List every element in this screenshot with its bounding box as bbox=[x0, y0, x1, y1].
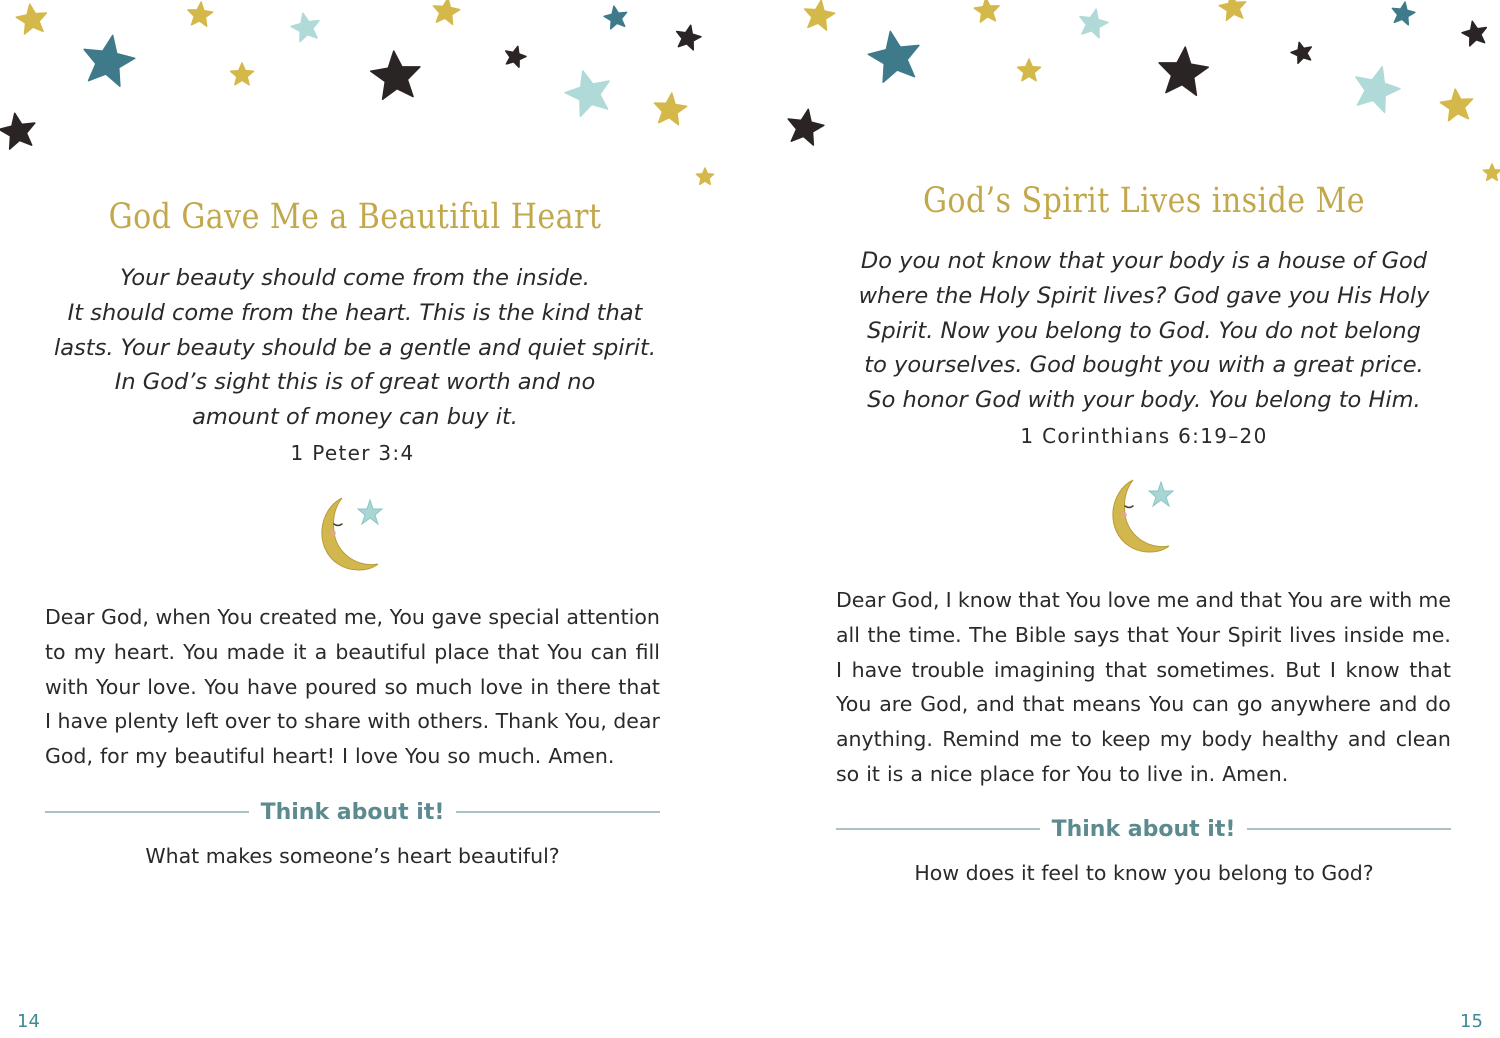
prayer-word: I bbox=[945, 588, 952, 612]
prayer-word: You bbox=[404, 744, 441, 769]
reflection-question: How does it feel to know you belong to God? bbox=[914, 861, 1374, 885]
prayer-line bbox=[45, 600, 660, 635]
prayer-word: others. bbox=[417, 709, 490, 734]
verse-line: Your beauty should come from the inside. bbox=[120, 265, 590, 291]
prayer-word: so bbox=[447, 744, 471, 769]
divider-line bbox=[1247, 828, 1451, 830]
prayer-word: You bbox=[547, 639, 583, 664]
prayer-word: and bbox=[1195, 588, 1234, 612]
prayer-word: Remind bbox=[942, 727, 1020, 752]
prayer-word: poured bbox=[304, 674, 377, 699]
prayer-word: Amen. bbox=[548, 744, 615, 769]
divider-line bbox=[456, 811, 660, 813]
prayer-word: Amen. bbox=[1222, 761, 1289, 786]
prayer-line bbox=[45, 739, 660, 774]
prayer-word: over bbox=[224, 709, 271, 734]
prayer-word: anywhere bbox=[1270, 692, 1371, 717]
prayer-word: lives bbox=[1289, 622, 1336, 647]
prayer-word: much bbox=[415, 674, 473, 699]
prayer-line bbox=[836, 583, 1451, 618]
prayer-word: my bbox=[73, 639, 106, 664]
prayer-word: and bbox=[1378, 692, 1418, 717]
prayer-word: me bbox=[1418, 588, 1451, 612]
prayer-word: that bbox=[497, 639, 540, 664]
prayer-word: that bbox=[1105, 657, 1147, 682]
prayer-word: me, bbox=[343, 605, 384, 629]
prayer-word: God, bbox=[920, 692, 969, 717]
divider-line bbox=[45, 811, 249, 813]
prayer-word: dear bbox=[613, 709, 660, 734]
prayer-word: much. bbox=[477, 744, 542, 769]
prayer-word: I bbox=[1329, 657, 1336, 682]
prayer-word: means bbox=[1072, 692, 1141, 717]
prayer-word: inside bbox=[1343, 622, 1405, 647]
prayer-word: clean bbox=[1395, 727, 1451, 752]
prayer-word: imagining bbox=[993, 657, 1096, 682]
prayer-word: You bbox=[1076, 761, 1113, 786]
prayer-word: have bbox=[247, 674, 298, 699]
think-about-it-heading bbox=[45, 797, 660, 827]
prayer-word: my bbox=[135, 744, 168, 769]
prayer-word: Your bbox=[1176, 622, 1221, 647]
reflection-question: What makes someone’s heart beautiful? bbox=[145, 844, 560, 868]
prayer-line bbox=[45, 670, 660, 705]
prayer-line bbox=[836, 618, 1451, 653]
prayer-word: that bbox=[1409, 657, 1451, 682]
prayer-word: all bbox=[836, 622, 860, 647]
prayer-word: love bbox=[479, 674, 523, 699]
prayer-word: live bbox=[1146, 761, 1183, 786]
prayer-word: it bbox=[292, 639, 307, 664]
prayer-word: God, bbox=[891, 588, 940, 612]
prayer-word: Your bbox=[95, 674, 140, 699]
prayer-word: to bbox=[1071, 727, 1092, 752]
prayer-word: the bbox=[867, 622, 902, 647]
prayer-word: know bbox=[1345, 657, 1400, 682]
prayer-line bbox=[45, 635, 660, 670]
prayer-word: You bbox=[1066, 588, 1102, 612]
prayer-word: healthy bbox=[1261, 727, 1339, 752]
prayer-line bbox=[836, 653, 1451, 688]
prayer-word: can bbox=[1192, 692, 1229, 717]
verse-line: It should come from the heart. This is the kind that bbox=[67, 299, 643, 326]
prayer-word: heart. bbox=[113, 639, 176, 664]
prayer-word: and bbox=[1347, 727, 1387, 752]
prayer-word: me bbox=[1029, 727, 1062, 752]
page-number: 14 bbox=[17, 1011, 40, 1032]
prayer-word: have bbox=[57, 709, 108, 734]
prayer-word: know bbox=[957, 588, 1013, 612]
prayer-word: made bbox=[226, 639, 285, 664]
prayer-word: that bbox=[618, 674, 660, 699]
prayer-word: for bbox=[1041, 761, 1070, 786]
prayer-word: can bbox=[590, 639, 628, 664]
prayer-word: plenty bbox=[114, 709, 179, 734]
prayer-word: a bbox=[910, 761, 923, 786]
prayer-word: fill bbox=[635, 639, 660, 664]
verse-line: So honor God with your body. You belong to Him. bbox=[867, 387, 1421, 414]
prayer-word: to bbox=[1119, 761, 1140, 786]
prayer-word: with bbox=[1368, 588, 1413, 612]
verse-line: where the Holy Spirit lives? God gave you His Holy bbox=[858, 282, 1430, 309]
prayer-word: Spirit bbox=[1227, 622, 1282, 647]
think-about-it-label: Think about it! bbox=[1051, 816, 1236, 842]
prayer-line bbox=[45, 704, 660, 739]
prayer-word: a bbox=[314, 639, 328, 664]
prayer-word: Bible bbox=[1014, 622, 1066, 647]
prayer-word: so bbox=[836, 761, 860, 786]
prayer-word: do bbox=[1425, 692, 1451, 717]
verse-line: to yourselves. God bought you with a great price. bbox=[864, 352, 1424, 379]
prayer-word: Thank bbox=[495, 709, 559, 734]
prayer-line bbox=[836, 687, 1451, 722]
prayer-word: that bbox=[1240, 588, 1282, 612]
prayer-word: time. bbox=[908, 622, 962, 647]
prayer-word: me bbox=[1156, 588, 1190, 612]
prayer-word: share bbox=[304, 709, 361, 734]
prayer-word: place bbox=[979, 761, 1035, 786]
prayer-word: created bbox=[259, 605, 338, 629]
prayer-word: love bbox=[1107, 588, 1151, 612]
prayer-word: there bbox=[556, 674, 611, 699]
prayer-word: that bbox=[1022, 692, 1065, 717]
verse-line: Spirit. Now you belong to God. You do not belong bbox=[867, 317, 1421, 344]
prayer-text bbox=[45, 600, 660, 774]
page-title: God Gave Me a Beautiful Heart bbox=[108, 197, 602, 237]
prayer-line bbox=[836, 757, 1451, 792]
prayer-word: nice bbox=[929, 761, 973, 786]
prayer-word: You bbox=[836, 692, 872, 717]
prayer-word: body bbox=[1201, 727, 1253, 752]
prayer-word: go bbox=[1236, 692, 1263, 717]
prayer-word: special bbox=[488, 605, 560, 629]
prayer-line bbox=[836, 722, 1451, 757]
prayer-word: You bbox=[204, 674, 240, 699]
prayer-word: says bbox=[1073, 622, 1120, 647]
prayer-word: have bbox=[851, 657, 902, 682]
prayer-word: with bbox=[367, 709, 411, 734]
prayer-word: when bbox=[155, 605, 211, 629]
verse-line: lasts. Your beauty should be a gentle and quiet spirit. bbox=[54, 334, 656, 361]
prayer-word: attention bbox=[566, 605, 660, 629]
prayer-word: it bbox=[866, 761, 880, 786]
prayer-word: for bbox=[99, 744, 129, 769]
prayer-word: You bbox=[183, 639, 219, 664]
prayer-word: sometimes. bbox=[1156, 657, 1276, 682]
prayer-word: beautiful bbox=[335, 639, 427, 664]
prayer-word: gave bbox=[431, 605, 482, 629]
prayer-word: Dear bbox=[836, 588, 886, 612]
prayer-word: keep bbox=[1101, 727, 1151, 752]
crescent-moon-icon bbox=[1103, 476, 1183, 558]
prayer-word: You bbox=[1287, 588, 1324, 612]
prayer-word: so bbox=[384, 674, 408, 699]
prayer-word: with bbox=[45, 674, 89, 699]
prayer-word: beautiful bbox=[174, 744, 266, 769]
prayer-word: You bbox=[389, 605, 425, 629]
prayer-word: You, bbox=[564, 709, 607, 734]
prayer-word: But bbox=[1285, 657, 1321, 682]
scripture-reference: 1 Peter 3:4 bbox=[290, 441, 415, 465]
prayer-word: to bbox=[277, 709, 298, 734]
prayer-word: me. bbox=[1411, 622, 1451, 647]
verse-line: amount of money can buy it. bbox=[192, 404, 518, 431]
prayer-word: God, bbox=[100, 605, 149, 629]
crescent-moon-icon bbox=[312, 494, 392, 576]
prayer-word: to bbox=[45, 639, 66, 664]
prayer-word: place bbox=[434, 639, 490, 664]
prayer-word: my bbox=[1159, 727, 1193, 752]
prayer-word: I bbox=[45, 709, 52, 734]
page-title: God’s Spirit Lives inside Me bbox=[922, 181, 1366, 221]
prayer-word: You bbox=[1148, 692, 1185, 717]
prayer-word: I bbox=[836, 657, 843, 682]
prayer-word: I bbox=[341, 744, 348, 769]
prayer-word: heart! bbox=[272, 744, 335, 769]
scripture-verse bbox=[750, 244, 1500, 418]
prayer-word: The bbox=[969, 622, 1008, 647]
scripture-reference: 1 Corinthians 6:19–20 bbox=[1020, 424, 1268, 448]
prayer-word: Dear bbox=[45, 605, 95, 629]
prayer-word: and bbox=[976, 692, 1015, 717]
prayer-word: trouble bbox=[911, 657, 985, 682]
prayer-word: is bbox=[886, 761, 904, 786]
prayer-word: in bbox=[530, 674, 550, 699]
prayer-word: are bbox=[1329, 588, 1363, 612]
prayer-word: that bbox=[1018, 588, 1060, 612]
prayer-word: God, bbox=[45, 744, 93, 769]
divider-line bbox=[836, 828, 1040, 830]
prayer-word: that bbox=[1127, 622, 1169, 647]
verse-line: Do you not know that your body is a house of God bbox=[860, 248, 1428, 274]
think-about-it-heading bbox=[836, 814, 1451, 844]
verse-line: In God’s sight this is of great worth and no bbox=[114, 369, 596, 396]
page-number: 15 bbox=[1460, 1011, 1483, 1032]
prayer-text bbox=[836, 583, 1451, 792]
scripture-verse bbox=[0, 261, 710, 435]
prayer-word: left bbox=[185, 709, 219, 734]
prayer-word: You bbox=[217, 605, 253, 629]
right-page bbox=[750, 0, 1500, 1038]
think-about-it-label: Think about it! bbox=[260, 799, 445, 825]
prayer-word: love bbox=[355, 744, 398, 769]
prayer-word: are bbox=[879, 692, 913, 717]
prayer-word: anything. bbox=[836, 727, 933, 752]
prayer-word: love. bbox=[147, 674, 197, 699]
prayer-word: in. bbox=[1189, 761, 1216, 786]
